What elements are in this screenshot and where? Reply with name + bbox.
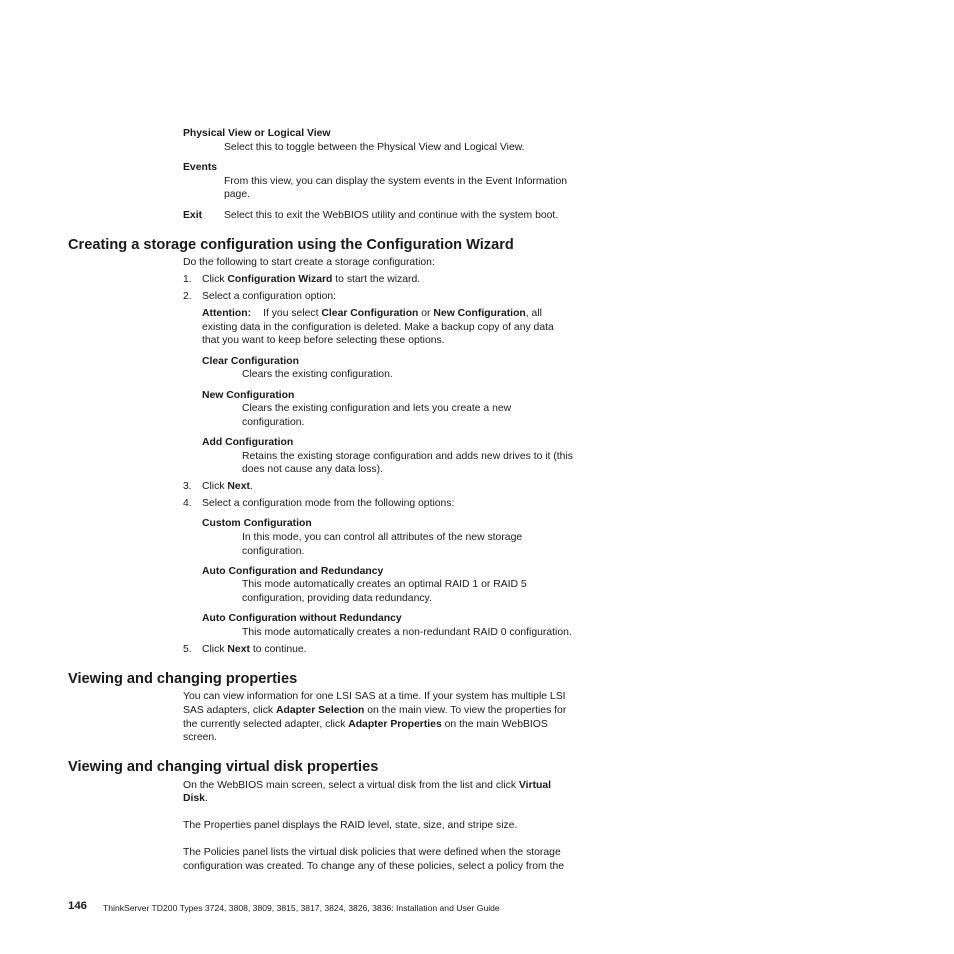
section2-line1: You can view information for one LSI SAS at a time. If your system has multiple LSI <box>183 691 566 702</box>
step-number: 1. <box>183 274 192 285</box>
term-custom-configuration: Custom Configuration <box>202 518 312 529</box>
step5-text: Click Next to continue. <box>202 644 307 655</box>
term-exit: Exit <box>183 210 203 221</box>
section2-line3: the currently selected adapter, click Adapter Properties on the main WebBIOS <box>183 719 548 730</box>
section1-intro: Do the following to start create a storage configuration: <box>183 257 435 268</box>
def-custom-configuration-line2: configuration. <box>242 546 305 557</box>
footer-text: ThinkServer TD200 Types 3724, 3808, 3809, 3815, 3817, 3824, 3826, 3836: Installation and User Guide <box>103 903 500 913</box>
def-auto-config-redundancy-line2: configuration, providing data redundancy. <box>242 593 432 604</box>
page-number: 146 <box>68 900 88 912</box>
step2-text: Select a configuration option: <box>202 291 337 302</box>
section3-p3-line2: configuration was created. To change any of these policies, select a policy from the <box>183 861 565 872</box>
step1-text: Click Configuration Wizard to start the wizard. <box>202 274 421 285</box>
term-events: Events <box>183 162 218 173</box>
term-auto-config-no-redundancy: Auto Configuration without Redundancy <box>202 613 402 624</box>
step4-text: Select a configuration mode from the following options: <box>202 498 455 509</box>
def-auto-config-no-redundancy: This mode automatically creates a non-redundant RAID 0 configuration. <box>242 627 572 638</box>
term-clear-configuration: Clear Configuration <box>202 356 299 367</box>
step3-text: Click Next. <box>202 481 253 492</box>
section-heading-virtual-disk-properties: Viewing and changing virtual disk properties <box>68 759 379 775</box>
step-number: 2. <box>183 291 192 302</box>
term-new-configuration: New Configuration <box>202 390 295 401</box>
def-events-line2: page. <box>224 189 251 200</box>
attention-line3: that you want to keep before selecting these options. <box>202 335 445 346</box>
attention-label: Attention: <box>202 308 252 319</box>
section3-p1-line2: Disk. <box>183 793 208 804</box>
step-number: 5. <box>183 644 192 655</box>
attention-line1: Attention: If you select Clear Configuration or New Configuration, all <box>202 308 542 319</box>
section3-p1-line1: On the WebBIOS main screen, select a virtual disk from the list and click Virtual <box>183 780 552 791</box>
def-new-configuration-line2: configuration. <box>242 417 305 428</box>
term-add-configuration: Add Configuration <box>202 437 294 448</box>
section-heading-viewing-properties: Viewing and changing properties <box>68 671 298 687</box>
section3-p3-line1: The Policies panel lists the virtual disk policies that were defined when the storage <box>183 847 561 858</box>
def-physical-logical-view: Select this to toggle between the Physical View and Logical View. <box>224 142 525 153</box>
def-auto-config-redundancy-line1: This mode automatically creates an optimal RAID 1 or RAID 5 <box>242 579 527 590</box>
def-add-configuration-line1: Retains the existing storage configuration and adds new drives to it (this <box>242 451 573 462</box>
section2-line4: screen. <box>183 732 218 743</box>
term-auto-config-redundancy: Auto Configuration and Redundancy <box>202 566 384 577</box>
def-clear-configuration: Clears the existing configuration. <box>242 369 393 380</box>
def-new-configuration-line1: Clears the existing configuration and lets you create a new <box>242 403 512 414</box>
def-exit: Select this to exit the WebBIOS utility and continue with the system boot. <box>224 210 559 221</box>
term-physical-logical-view: Physical View or Logical View <box>183 128 331 139</box>
def-custom-configuration-line1: In this mode, you can control all attributes of the new storage <box>242 532 523 543</box>
section-heading-configuration-wizard: Creating a storage configuration using the Configuration Wizard <box>68 237 514 253</box>
section2-line2: SAS adapters, click Adapter Selection on the main view. To view the properties for <box>183 705 567 716</box>
section3-p2: The Properties panel displays the RAID level, state, size, and stripe size. <box>183 820 518 831</box>
step-number: 3. <box>183 481 192 492</box>
step-number: 4. <box>183 498 192 509</box>
def-events-line1: From this view, you can display the system events in the Event Information <box>224 176 568 187</box>
def-add-configuration-line2: does not cause any data loss). <box>242 464 383 475</box>
attention-line2: existing data in the configuration is deleted. Make a backup copy of any data <box>202 322 554 333</box>
